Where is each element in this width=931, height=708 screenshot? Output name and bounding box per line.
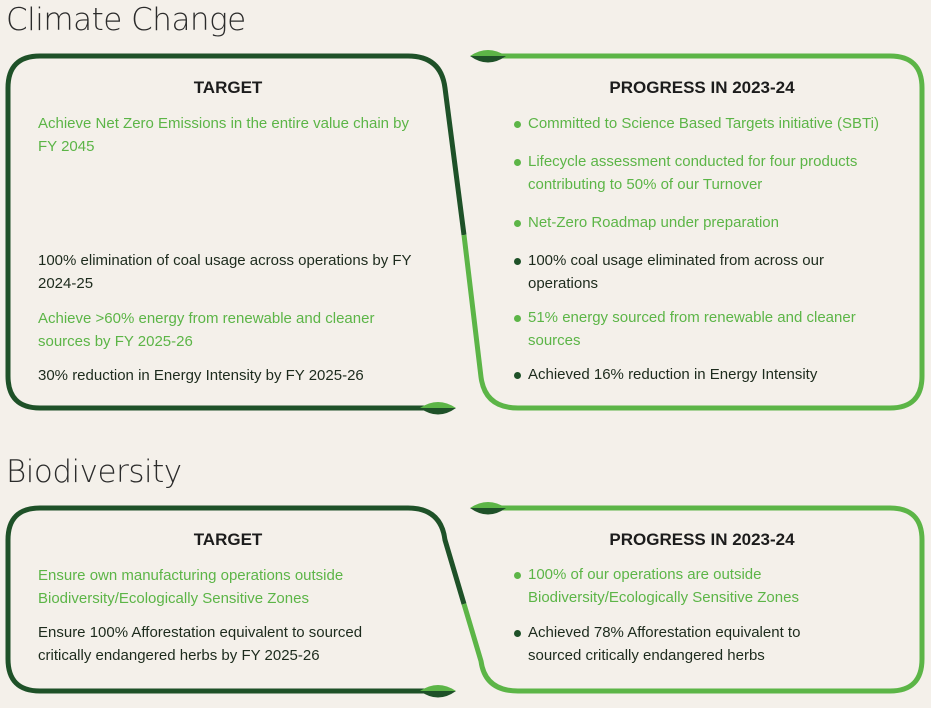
target-header: TARGET [193, 530, 263, 549]
bullet-icon [514, 572, 521, 579]
target-item: Ensure 100% Afforestation equivalent to sourced critically endangered herbs by FY 2025-26 [38, 624, 363, 664]
progress-item-text: 100% coal usage eliminated from across our operations [528, 252, 824, 292]
target-item: 100% elimination of coal usage across operations by FY 2024-25 [38, 252, 412, 292]
target-item: Achieve Net Zero Emissions in the entire value chain by FY 2045 [38, 115, 410, 155]
leaf-icon [470, 502, 506, 515]
target-item: 30% reduction in Energy Intensity by FY 2025-26 [38, 367, 364, 384]
bullet-icon [514, 220, 521, 227]
section-title-climate-change: Climate Change [6, 2, 246, 38]
section-title-biodiversity: Biodiversity [6, 454, 182, 490]
bullet-icon [514, 372, 521, 379]
bullet-icon [514, 121, 521, 128]
leaf-icon [420, 685, 456, 698]
progress-item [514, 563, 859, 609]
bullet-icon [514, 630, 521, 637]
progress-header: PROGRESS IN 2023-24 [609, 78, 795, 97]
bullet-icon [514, 258, 521, 265]
target-item: Ensure own manufacturing operations outside Biodiversity/Ecologically Sensitive Zones [38, 567, 344, 607]
target-item: Achieve >60% energy from renewable and cleaner sources by FY 2025-26 [38, 310, 375, 350]
progress-item [514, 306, 859, 352]
progress-item-text: Lifecycle assessment conducted for four products contributing to 50% of our Turnover [528, 153, 858, 193]
progress-item-text: 51% energy sourced from renewable and cleaner sources [528, 309, 856, 349]
leaf-icon [470, 50, 506, 63]
progress-item [514, 621, 844, 667]
progress-item-text: Achieved 16% reduction in Energy Intensity [528, 366, 818, 383]
target-header: TARGET [193, 78, 263, 97]
progress-item [514, 249, 864, 295]
leaf-icon [420, 402, 456, 415]
progress-item [514, 363, 899, 386]
progress-item-text: 100% of our operations are outside Biodiversity/Ecologically Sensitive Zones [528, 566, 799, 606]
bullet-icon [514, 315, 521, 322]
progress-item [514, 211, 899, 234]
target-outline [8, 56, 464, 408]
progress-item-text: Committed to Science Based Targets initiative (SBTi) [528, 115, 879, 132]
progress-item [514, 150, 899, 196]
bullet-icon [514, 159, 521, 166]
progress-item [514, 112, 914, 135]
progress-item-text: Net-Zero Roadmap under preparation [528, 214, 779, 231]
progress-item-text: Achieved 78% Afforestation equivalent to sourced critically endangered herbs [528, 624, 801, 664]
progress-header: PROGRESS IN 2023-24 [609, 530, 795, 549]
